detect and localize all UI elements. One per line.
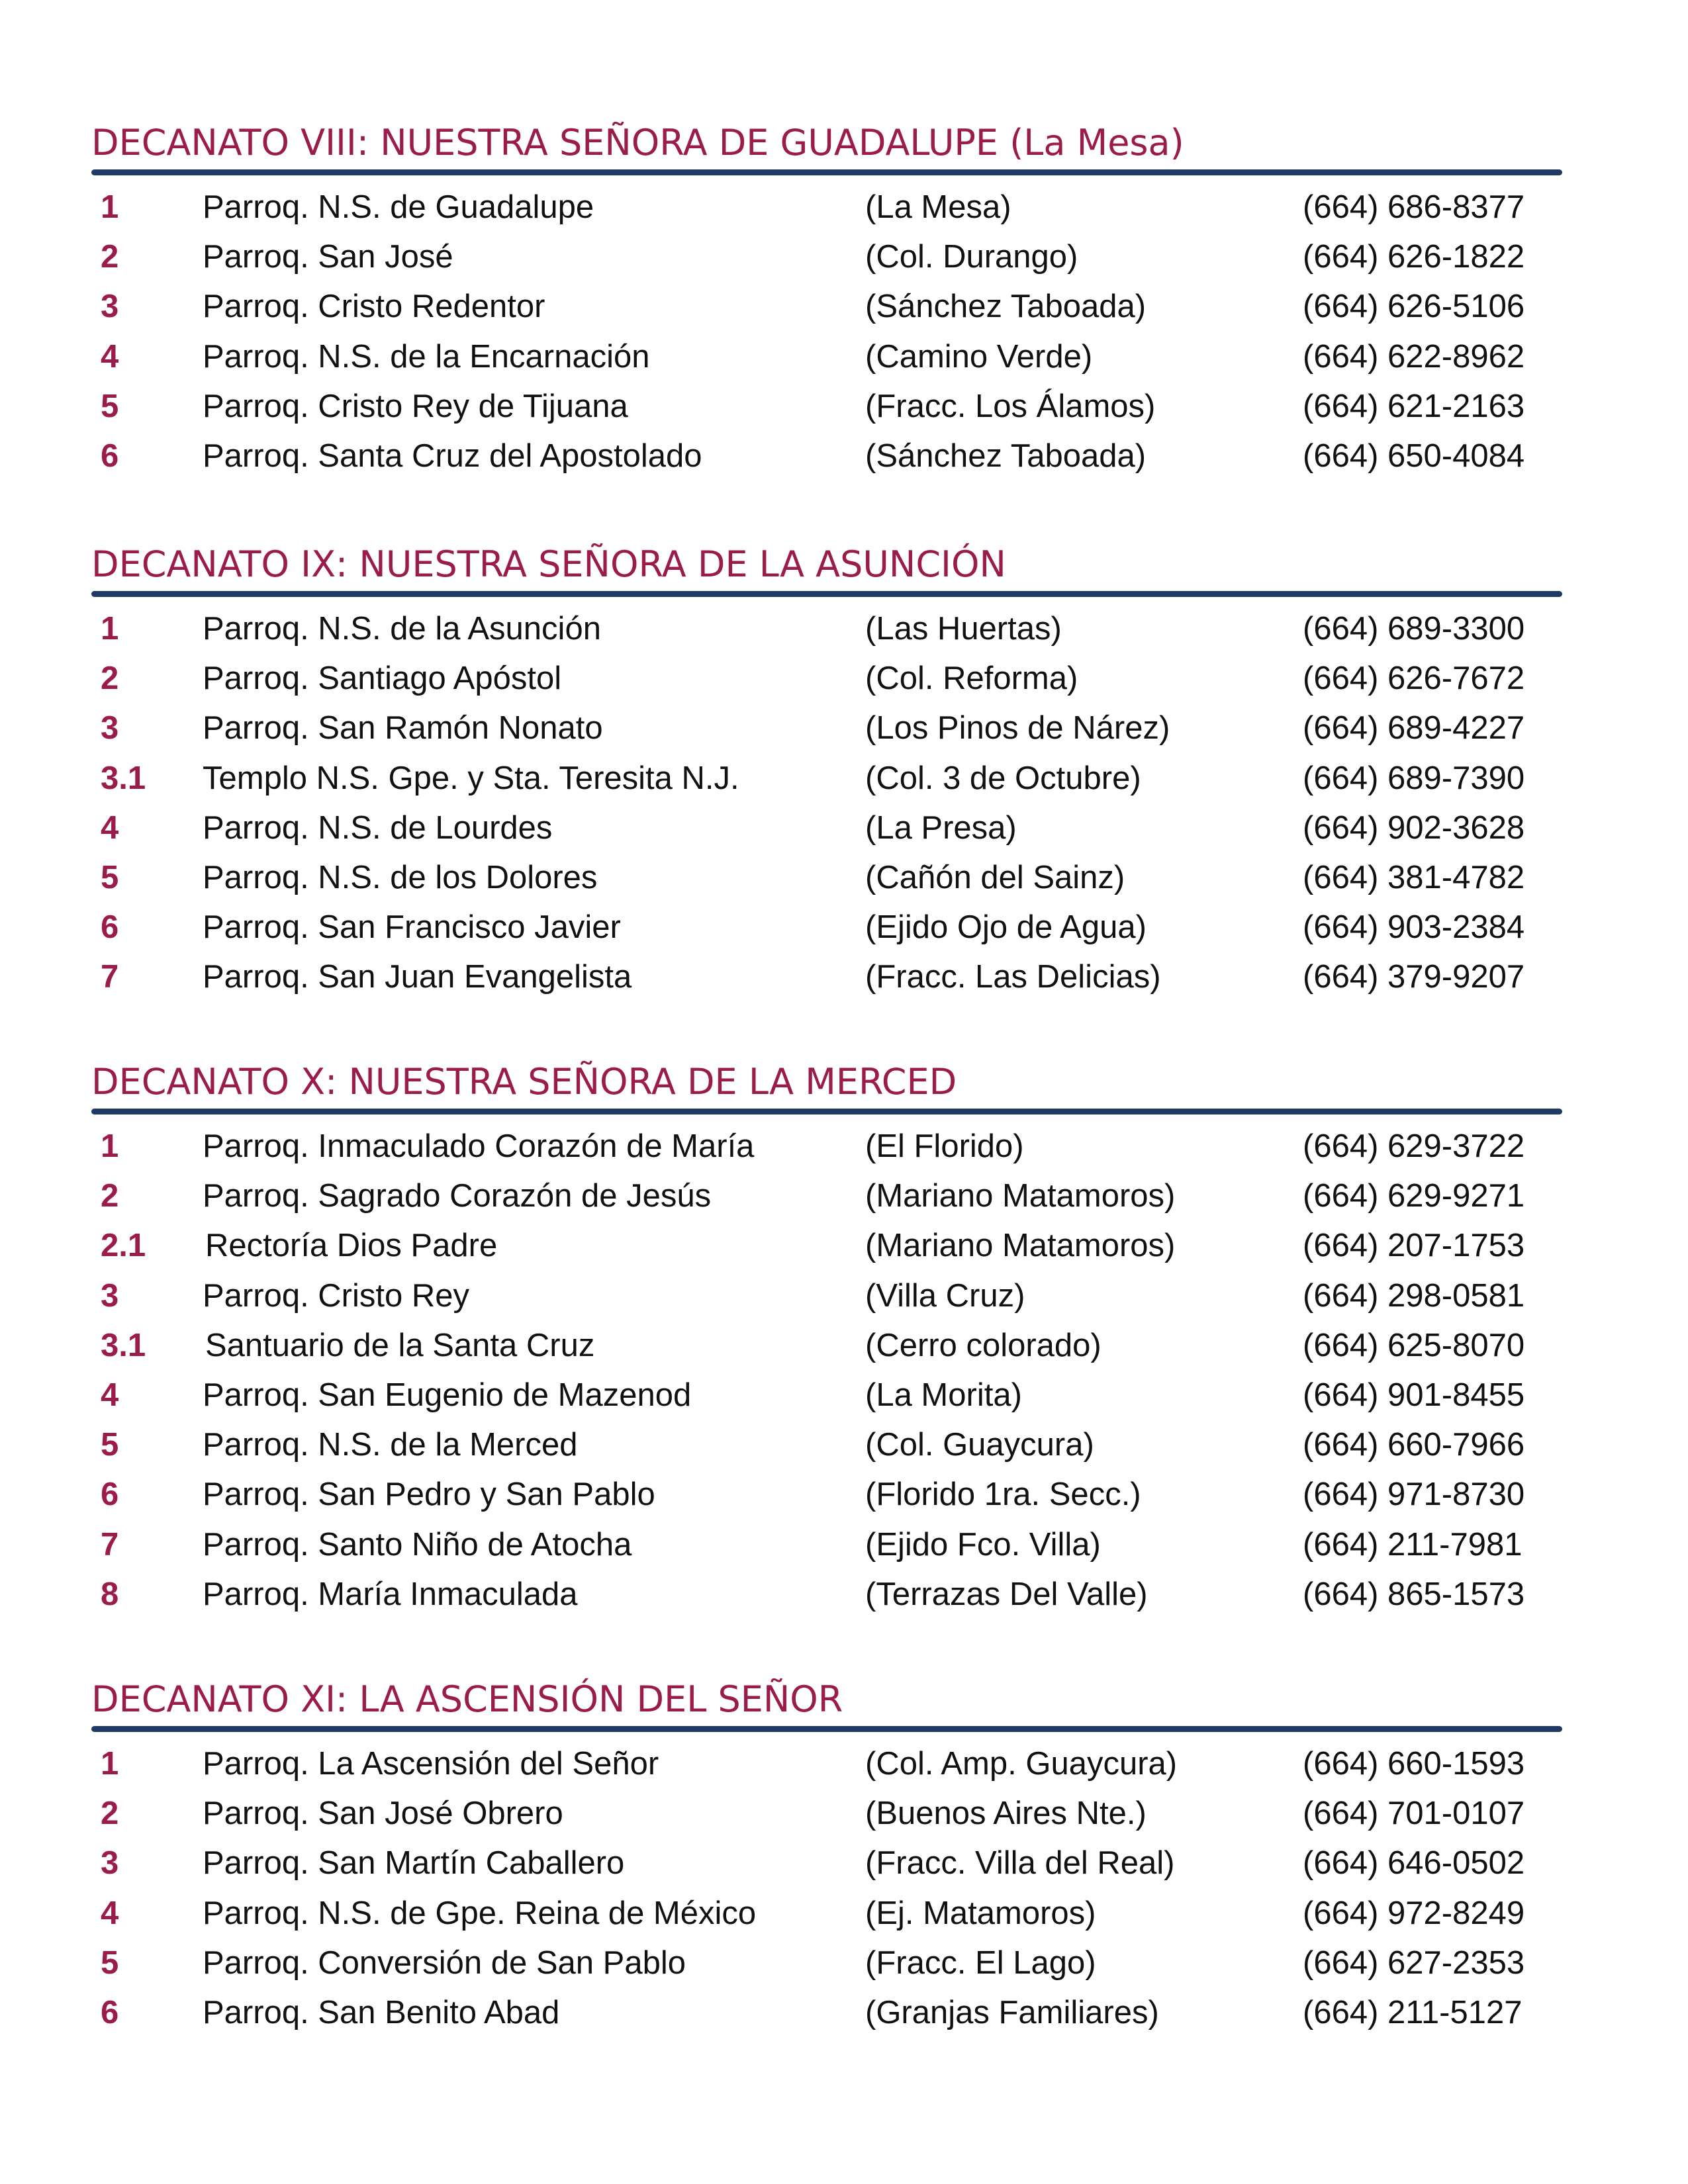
parish-name: Parroq. La Ascensión del Señor — [203, 1746, 659, 1782]
parish-location: (Villa Cruz) — [865, 1277, 1025, 1314]
parish-row — [91, 432, 1562, 481]
parish-number: 5 — [101, 388, 119, 424]
parish-name: Parroq. Conversión de San Pablo — [203, 1944, 686, 1981]
parish-name: Parroq. San Eugenio de Mazenod — [203, 1377, 692, 1413]
parish-number: 3 — [101, 1277, 119, 1314]
parish-phone: (664) 701-0107 — [1303, 1796, 1525, 1832]
parish-name: Parroq. Inmaculado Corazón de María — [203, 1128, 755, 1164]
parish-phone: (664) 660-7966 — [1303, 1427, 1525, 1463]
parish-location: (Col. Reforma) — [865, 660, 1078, 697]
parish-name: Parroq. Santa Cruz del Apostolado — [203, 437, 702, 474]
parish-number: 5 — [101, 1944, 119, 1981]
parish-row — [91, 1122, 1562, 1171]
parish-number: 3 — [101, 1845, 119, 1882]
section-title: DECANATO VIII: NUESTRA SEÑORA DE GUADALUPE (La Mesa) — [91, 122, 1184, 163]
parish-name: Parroq. N.S. de Guadalupe — [203, 189, 594, 225]
parish-location: (La Presa) — [865, 809, 1017, 846]
parish-number: 2 — [101, 1178, 119, 1214]
parish-name: Parroq. Santiago Apóstol — [203, 660, 562, 697]
parish-name: Rectoría Dios Padre — [205, 1228, 498, 1264]
section-divider — [91, 591, 1562, 597]
parish-row — [91, 1371, 1562, 1420]
parish-location: (Sánchez Taboada) — [865, 289, 1147, 325]
parish-location: (Mariano Matamoros) — [865, 1178, 1176, 1214]
parish-phone: (664) 207-1753 — [1303, 1228, 1525, 1264]
parish-name: Parroq. San José — [203, 239, 453, 275]
parish-name: Parroq. San José Obrero — [203, 1796, 563, 1832]
parish-location: (Fracc. Los Álamos) — [865, 388, 1156, 424]
parish-name: Parroq. Cristo Rey — [203, 1277, 470, 1314]
parish-phone: (664) 972-8249 — [1303, 1895, 1525, 1931]
parish-row — [91, 282, 1562, 332]
parish-location: (Cerro colorado) — [865, 1327, 1102, 1363]
parish-name: Santuario de la Santa Cruz — [205, 1327, 595, 1363]
parish-list — [91, 1122, 1562, 1619]
parish-row — [91, 952, 1562, 1002]
parish-phone: (664) 379-9207 — [1303, 959, 1525, 995]
section-title: DECANATO X: NUESTRA SEÑORA DE LA MERCED — [91, 1061, 957, 1103]
parish-number: 7 — [101, 1526, 119, 1563]
section-divider — [91, 1726, 1562, 1732]
parish-location: (Buenos Aires Nte.) — [865, 1796, 1147, 1832]
parish-row — [91, 1420, 1562, 1470]
parish-phone: (664) 621-2163 — [1303, 388, 1525, 424]
parish-number: 8 — [101, 1576, 119, 1612]
parish-name: Parroq. N.S. de la Merced — [203, 1427, 578, 1463]
parish-row — [91, 1321, 1562, 1371]
parish-row — [91, 1271, 1562, 1321]
parish-row — [91, 1839, 1562, 1888]
section-title: DECANATO XI: LA ASCENSIÓN DEL SEÑOR — [91, 1678, 843, 1720]
parish-name: Parroq. N.S. de la Asunción — [203, 611, 601, 647]
parish-phone: (664) 689-3300 — [1303, 611, 1525, 647]
parish-location: (Sánchez Taboada) — [865, 437, 1147, 474]
parish-location: (Col. Durango) — [865, 239, 1078, 275]
parish-phone: (664) 901-8455 — [1303, 1377, 1525, 1413]
section-divider — [91, 1109, 1562, 1115]
parish-name: Parroq. San Juan Evangelista — [203, 959, 632, 995]
parish-number: 6 — [101, 909, 119, 946]
parish-phone: (664) 971-8730 — [1303, 1477, 1525, 1513]
parish-name: Parroq. N.S. de Lourdes — [203, 809, 553, 846]
parish-number: 5 — [101, 1427, 119, 1463]
parish-phone: (664) 903-2384 — [1303, 909, 1525, 946]
parish-row — [91, 1221, 1562, 1271]
parish-row — [91, 754, 1562, 803]
parish-row — [91, 853, 1562, 903]
parish-number: 2 — [101, 660, 119, 697]
parish-name: Parroq. San Francisco Javier — [203, 909, 621, 946]
parish-location: (Cañón del Sainz) — [865, 859, 1125, 895]
parish-row — [91, 1789, 1562, 1839]
parish-number: 2.1 — [101, 1228, 146, 1264]
parish-list — [91, 183, 1562, 481]
parish-phone: (664) 211-7981 — [1303, 1526, 1523, 1563]
parish-name: Templo N.S. Gpe. y Sta. Teresita N.J. — [203, 760, 739, 796]
parish-location: (Florido 1ra. Secc.) — [865, 1477, 1141, 1513]
parish-number: 3.1 — [101, 760, 146, 796]
parish-location: (Fracc. El Lago) — [865, 1944, 1096, 1981]
parish-location: (Granjas Familiares) — [865, 1994, 1159, 2030]
parish-name: Parroq. San Martín Caballero — [203, 1845, 625, 1882]
parish-name: Parroq. Santo Niño de Atocha — [203, 1526, 632, 1563]
parish-location: (Los Pinos de Nárez) — [865, 710, 1170, 747]
parish-location: (Ejido Fco. Villa) — [865, 1526, 1101, 1563]
parish-row — [91, 704, 1562, 753]
parish-phone: (664) 660-1593 — [1303, 1746, 1525, 1782]
parish-number: 4 — [101, 809, 119, 846]
parish-number: 3 — [101, 710, 119, 747]
parish-row — [91, 183, 1562, 232]
parish-name: Parroq. San Benito Abad — [203, 1994, 560, 2030]
parish-phone: (664) 626-1822 — [1303, 239, 1525, 275]
parish-location: (Las Huertas) — [865, 611, 1062, 647]
parish-name: Parroq. Cristo Redentor — [203, 289, 545, 325]
parish-name: Parroq. Cristo Rey de Tijuana — [203, 388, 628, 424]
parish-phone: (664) 211-5127 — [1303, 1994, 1523, 2030]
parish-phone: (664) 626-7672 — [1303, 660, 1525, 697]
parish-number: 1 — [101, 1128, 119, 1164]
parish-phone: (664) 650-4084 — [1303, 437, 1525, 474]
parish-location: (Col. 3 de Octubre) — [865, 760, 1141, 796]
parish-location: (Mariano Matamoros) — [865, 1228, 1176, 1264]
parish-number: 5 — [101, 859, 119, 895]
parish-phone: (664) 381-4782 — [1303, 859, 1525, 895]
parish-list — [91, 1739, 1562, 2038]
parish-number: 7 — [101, 959, 119, 995]
parish-location: (Fracc. Villa del Real) — [865, 1845, 1175, 1882]
parish-number: 2 — [101, 239, 119, 275]
parish-name: Parroq. San Ramón Nonato — [203, 710, 603, 747]
parish-number: 3 — [101, 289, 119, 325]
parish-phone: (664) 629-9271 — [1303, 1178, 1525, 1214]
parish-phone: (664) 625-8070 — [1303, 1327, 1525, 1363]
parish-location: (Ej. Matamoros) — [865, 1895, 1096, 1931]
parish-number: 1 — [101, 611, 119, 647]
parish-phone: (664) 646-0502 — [1303, 1845, 1525, 1882]
parish-number: 4 — [101, 1377, 119, 1413]
parish-number: 1 — [101, 1746, 119, 1782]
parish-number: 6 — [101, 1994, 119, 2030]
parish-name: Parroq. San Pedro y San Pablo — [203, 1477, 655, 1513]
parish-phone: (664) 689-4227 — [1303, 710, 1525, 747]
parish-row — [91, 332, 1562, 382]
parish-row — [91, 803, 1562, 853]
parish-location: (Ejido Ojo de Agua) — [865, 909, 1147, 946]
parish-list — [91, 604, 1562, 1003]
parish-row — [91, 604, 1562, 654]
parish-location: (Fracc. Las Delicias) — [865, 959, 1161, 995]
parish-row — [91, 1570, 1562, 1619]
section-title: DECANATO IX: NUESTRA SEÑORA DE LA ASUNCIÓN — [91, 543, 1006, 585]
parish-name: Parroq. N.S. de la Encarnación — [203, 338, 650, 375]
parish-phone: (664) 298-0581 — [1303, 1277, 1525, 1314]
parish-phone: (664) 629-3722 — [1303, 1128, 1525, 1164]
parish-location: (La Mesa) — [865, 189, 1011, 225]
parish-row — [91, 1739, 1562, 1789]
parish-row — [91, 1171, 1562, 1221]
parish-row — [91, 1520, 1562, 1570]
parish-phone: (664) 686-8377 — [1303, 189, 1525, 225]
parish-location: (El Florido) — [865, 1128, 1024, 1164]
parish-row — [91, 1938, 1562, 1988]
parish-location: (Col. Guaycura) — [865, 1427, 1094, 1463]
parish-location: (Camino Verde) — [865, 338, 1093, 375]
parish-number: 6 — [101, 437, 119, 474]
parish-phone: (664) 622-8962 — [1303, 338, 1525, 375]
parish-name: Parroq. María Inmaculada — [203, 1576, 578, 1612]
parish-location: (Terrazas Del Valle) — [865, 1576, 1148, 1612]
parish-number: 3.1 — [101, 1327, 146, 1363]
parish-number: 1 — [101, 189, 119, 225]
parish-number: 4 — [101, 1895, 119, 1931]
parish-phone: (664) 627-2353 — [1303, 1944, 1525, 1981]
parish-row — [91, 903, 1562, 952]
parish-name: Parroq. N.S. de los Dolores — [203, 859, 598, 895]
parish-name: Parroq. Sagrado Corazón de Jesús — [203, 1178, 712, 1214]
parish-row — [91, 1889, 1562, 1938]
parish-number: 6 — [101, 1477, 119, 1513]
parish-location: (La Morita) — [865, 1377, 1022, 1413]
parish-phone: (664) 902-3628 — [1303, 809, 1525, 846]
parish-row — [91, 1470, 1562, 1520]
parish-row — [91, 1988, 1562, 2038]
parish-phone: (664) 689-7390 — [1303, 760, 1525, 796]
parish-phone: (664) 865-1573 — [1303, 1576, 1525, 1612]
parish-phone: (664) 626-5106 — [1303, 289, 1525, 325]
parish-name: Parroq. N.S. de Gpe. Reina de México — [203, 1895, 757, 1931]
section-divider — [91, 169, 1562, 175]
parish-row — [91, 382, 1562, 432]
parish-location: (Col. Amp. Guaycura) — [865, 1746, 1178, 1782]
parish-row — [91, 232, 1562, 282]
parish-row — [91, 654, 1562, 704]
parish-number: 2 — [101, 1796, 119, 1832]
parish-number: 4 — [101, 338, 119, 375]
